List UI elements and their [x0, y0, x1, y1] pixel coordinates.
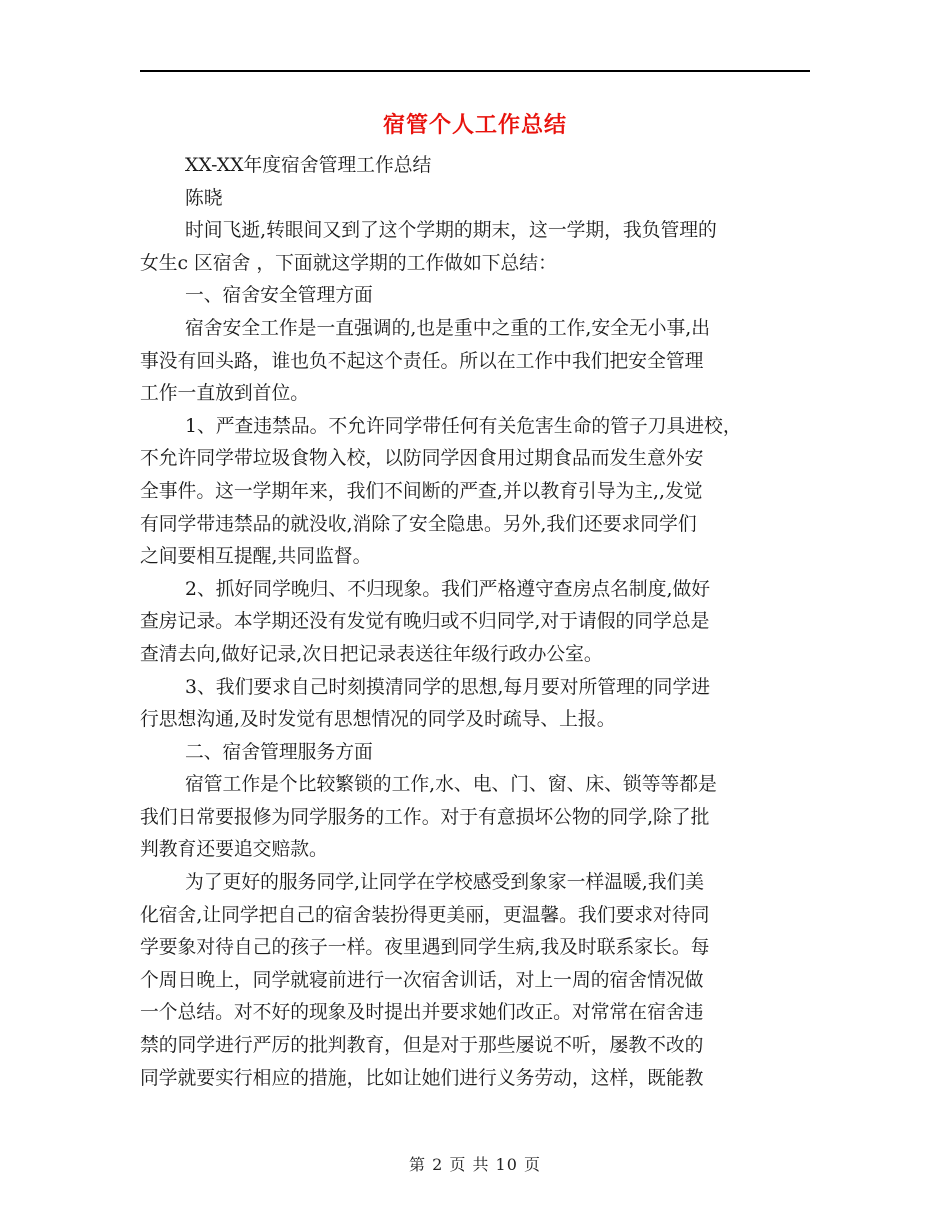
text-line: 行思想沟通,及时发觉有思想情况的同学及时疏导、上报。: [140, 709, 616, 731]
text-line: 禁的同学进行严厉的批判教育，但是对于那些屡说不听，屡教不改的: [140, 1035, 704, 1057]
text-line: 时间飞逝,转眼间又到了这个学期的期末，这一学期，我负管理的: [185, 220, 717, 242]
text-line: 宿舍安全工作是一直强调的,也是重中之重的工作,安全无小事,出: [185, 317, 711, 339]
header-rule: [140, 70, 810, 72]
text-line: 为了更好的服务同学,让同学在学校感受到象家一样温暖,我们美: [185, 872, 705, 894]
text-line: 一个总结。对不好的现象及时提出并要求她们改正。对常常在宿舍违: [140, 1002, 704, 1024]
text-line: 二、宿舍管理服务方面: [185, 741, 373, 763]
text-line: XX-XX年度宿舍管理工作总结: [185, 155, 432, 176]
text-line: 3、我们要求自己时刻摸清同学的思想,每月要对所管理的同学进: [185, 676, 711, 698]
text-line: 1、严查违禁品。不允许同学带任何有关危害生命的管子刀具进校，: [185, 415, 742, 437]
text-line: 我们日常要报修为同学服务的工作。对于有意损坏公物的同学,除了批: [140, 806, 710, 828]
text-line: 查房记录。本学期还没有发觉有晚归或不归同学,对于请假的同学总是: [140, 611, 710, 633]
text-line: 女生c 区宿舍 ，下面就这学期的工作做如下总结：: [140, 252, 557, 274]
text-line: 一、宿舍安全管理方面: [185, 285, 373, 307]
text-line: 判教育还要追交赔款。: [140, 839, 328, 861]
text-line: 2、抓好同学晚归、不归现象。我们严格遵守查房点名制度,做好: [185, 578, 711, 600]
text-line: 宿管工作是个比较繁锁的工作,水、电、门、窗、床、锁等等都是: [185, 774, 717, 796]
text-line: 化宿舍,让同学把自己的宿舍装扮得更美丽，更温馨。我们要求对待同: [140, 904, 710, 926]
text-line: 不允许同学带垃圾食物入校，以防同学因食用过期食品而发生意外安: [140, 448, 704, 470]
page-footer: 第 2 页 共 10 页: [409, 1155, 541, 1174]
text-line: 工作一直放到首位。: [140, 383, 310, 405]
text-line: 查清去向,做好记录,次日把记录表送往年级行政办公室。: [140, 643, 603, 665]
text-line: 之间要相互提醒,共同监督。: [140, 546, 372, 568]
text-line: 个周日晚上，同学就寝前进行一次宿舍训话，对上一周的宿舍情况做: [140, 969, 704, 991]
text-line: 有同学带违禁品的就没收,消除了安全隐患。另外,我们还要求同学们: [140, 513, 697, 535]
text-line: 全事件。这一学期年来，我们不间断的严查,并以教育引导为主,,发觉: [140, 480, 703, 502]
text-line: 陈晓: [185, 187, 223, 209]
text-line: 学要象对待自己的孩子一样。夜里遇到同学生病,我及时联系家长。每: [140, 937, 710, 959]
document-body: [140, 150, 812, 1095]
text-line: 事没有回头路，谁也负不起这个责任。所以在工作中我们把安全管理: [140, 350, 704, 372]
text-line: 同学就要实行相应的措施，比如让她们进行义务劳动，这样，既能教: [140, 1067, 704, 1089]
page-title: 宿管个人工作总结: [382, 113, 567, 138]
